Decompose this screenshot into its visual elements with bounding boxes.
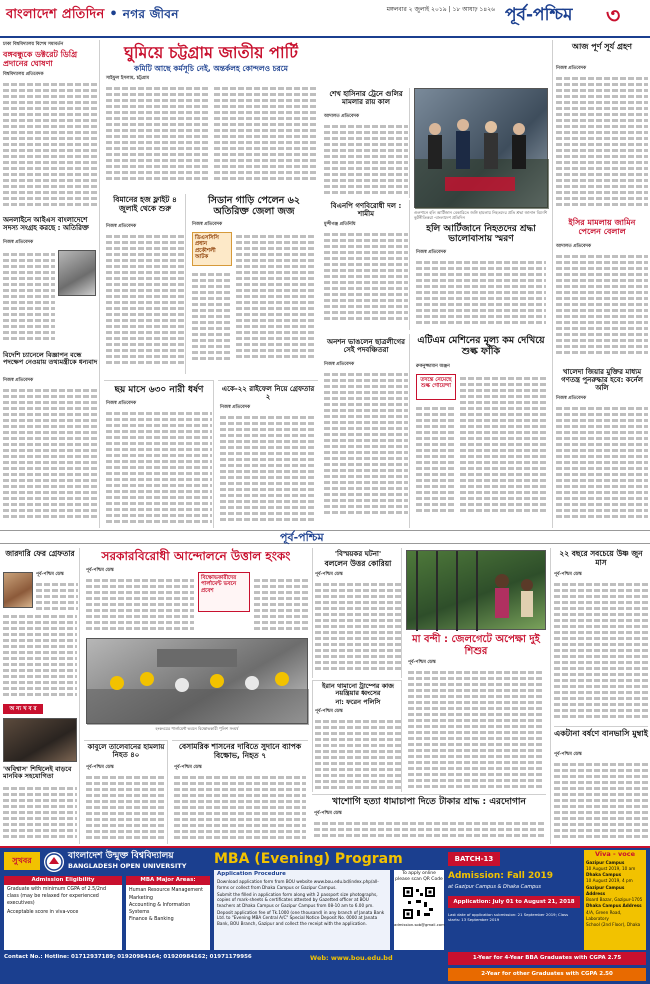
eligibility-item: Acceptable score in viva-voce [7,909,79,915]
ak22-story [218,380,318,528]
story-headline: হলি আর্টিজানে নিহতদের শ্রদ্ধা ভালোবাসায় স্মরণ [426,224,536,245]
majors-list [126,885,210,925]
hunger-strike-story [322,334,410,528]
mba-majors-box [126,876,210,950]
viva-line: Dhaka Campus Address [586,903,642,909]
story-headline: মা বন্দী : জেলগেটে অপেক্ষা দুই শিশুর [412,634,540,657]
story-body [314,819,544,843]
story-headline: এটিএম মেশিনের মূল্য কম দেখিয়ে শুল্ক ফাঁকি [417,335,545,357]
viva-line: 10 August 2019, 4 pm [586,878,633,884]
procedure-item: Deposit application fee of Tk.1000 (one thousand) in any branch of Janata Bank Ltd. to "Evening MBA Central A/C" Special Notice Deposit No. 0000 at Janata Bank, BOU Branch, Gazipur and collect the receipt with the application. [217,909,385,927]
qr-code-icon[interactable] [402,886,436,920]
story-byline: নিজস্ব প্রতিবেদক [220,405,251,410]
story-headline: বেসামরিক শাসনের দাবিতে সুদানে ব্যাপক বিক্ষোভ, নিহত ৭ [178,742,302,760]
story-body [460,374,546,526]
procedure-item: Download application form from BOU website www.bou.edu.bd/index.php/all-forms or collect from Dhaka Campus or Gazipur Campus. [217,879,379,891]
admission-title: Admission: Fall 2019 [448,871,554,881]
majors-title: MBA Major Areas: [126,876,210,885]
lead-story [104,40,318,190]
story-byline: আদালত প্রতিবেদক [324,114,360,119]
hong-kong-story [84,548,308,738]
story-headline: ইসির মামলায় জামিন পেলেন বেলাল [568,218,636,237]
admission-eligibility-box [4,876,122,950]
holey-artisan-photo [414,88,548,208]
lead-byline: সাইফুল ইসলাম, চট্টগ্রাম [106,76,150,81]
story-body [315,717,401,791]
eligibility-list [4,885,122,918]
story-byline: আদালত প্রতিবেদক [556,244,592,249]
story-headline: একটানা বর্ষণে বানভাসি মুম্বাই [554,726,648,738]
story-headline: অনলাইনে আইএস বাংলাদেশে সদস্য সংগ্রহ করছে : অতিরিক্ত [3,216,89,233]
story-headline: অনশন ভাঙলেন ছাত্রলীগের সেই পদবঞ্চিতরা [327,338,405,355]
story-body [416,404,456,526]
viva-details [584,859,646,929]
rape-story [104,380,214,528]
masthead-section: নগর জীবন [122,7,179,21]
story-body [556,404,648,524]
application-dates: Application: July 01 to August 21, 2018 [448,896,580,908]
left-column [0,40,100,528]
viva-line: 4/A, Green Road, Laboratory [586,909,622,921]
story-headline: বললেন উত্তর কোরিয়া [324,559,392,568]
story-byline: বিশ্ববিদ্যালয় প্রতিবেদক [3,72,44,77]
story-body [3,250,55,345]
story-byline: পূর্ব-পশ্চিম ডেস্ক [36,572,64,577]
children-photo [406,550,546,630]
story-byline: নিজস্ব প্রতিবেদক [556,66,587,71]
khashoggi-story [312,794,546,844]
story-byline: নিজস্ব প্রতিবেদক [192,222,223,227]
ad-website[interactable]: Web: www.bou.edu.bd [310,954,393,962]
ad-university-bn: বাংলাদেশ উন্মুক্ত বিশ্ববিদ্যালয় [68,851,174,861]
story-headline: বিদেশি চ্যানেলে বিজ্ঞাপন বন্ধে পদক্ষেপ নেওয়ায় তথ্যমন্ত্রীকে ধন্যবাদ [3,351,98,367]
story-headline: 'অবিশ্বাস' শিথিলেই বাড়বে মানবিক সহযোগিতা [3,765,72,781]
inset-headline: ডিএসসিসি প্রধান প্রকৌশলী আটক [195,235,219,260]
story-body [3,784,77,842]
bnp-story [322,200,410,330]
story-headline: সিডান গাড়ি পেলেন ৬২ অতিরিক্ত জেলা জজ [207,195,301,217]
inset-box [192,232,232,266]
story-body [556,74,648,210]
sheikh-story [322,88,410,198]
story-byline: রুকনুজ্জামান অঞ্জন [416,364,450,369]
iran-story [312,680,402,792]
story-byline: পূর্ব-পশ্চিম ডেস্ক [174,765,202,770]
major-item: Finance & Banking [129,917,174,923]
procedure-item: Submit the filled in application form along with 2 passport size photographs, copies of mark-sheets & certificates attested by Gazetted officer at BOU teachers at Dhaka Campus or Gazipur Campus from 08-10 am to 6.00 pm. [217,891,378,909]
procedure-title: Application Procedure [217,871,286,877]
section-band-title: পূর্ব-পশ্চিম [280,531,324,544]
right-column [552,40,650,528]
story-body [86,773,166,843]
ad-banner-tag: সুখবর [4,852,40,870]
story-byline: নিজস্ব প্রতিবেদক [556,396,587,401]
story-byline: পূর্ব-পশ্চিম ডেস্ক [315,709,343,714]
procedure-list [214,879,390,926]
story-subheadline: না: ফরেন পলিসি [335,698,381,706]
crowd-figures-illustration [415,89,549,209]
protest-photo [86,638,308,724]
major-item: Accounting & Information Systems [129,902,191,915]
bou-logo-icon [44,852,64,872]
story-byline: নিজস্ব প্রতিবেদক [106,401,137,406]
story-headline: একে-২২ রাইফেল নিয়ে গ্রেফতার ২ [221,385,315,402]
lead-headline: ঘুমিয়ে চট্টগ্রাম জাতীয় পার্টি [124,43,298,62]
inset-headline: বিক্ষোভকারীদের পার্লামেন্ট ভবনে প্রবেশ [201,575,237,594]
masthead: বাংলাদেশ প্রতিদিন • নগর জীবন [6,7,179,22]
eligibility-title: Admission Eligibility [4,876,122,885]
sudan-story [172,740,308,844]
story-byline: পূর্ব-পশ্চিম ডেস্ক [314,811,342,816]
story-body [254,576,308,632]
story-headline: বঙ্গবন্ধুকে ডক্টরেট ডিগ্রি প্রদানের ঘোষণা [3,50,78,69]
atm-story [414,334,548,528]
photo-caption: গুলশানে হলি আর্টিজান বেকারিতে জঙ্গি হামলায় নিহতদের প্রতি শ্রদ্ধা জানান বিদেশি কূটনীতিকরা -বাংলাদেশ প্রতিদিন [414,210,548,221]
children-at-gate-illustration [407,551,547,631]
lead-subheadline: কমিটি আছে কর্মসূচি নেই, অন্তর্কলহ কোন্দলও চরমে [134,64,288,73]
issue-date: মঙ্গলবার ২ জুলাই ২০১৯ | ১৮ আষাঢ় ১৪২৬ [386,6,495,13]
viva-line: Gazipur Campus Address [586,885,625,897]
portrait-photo [3,572,33,608]
ad-program-title: MBA (Evening) Program [214,851,403,867]
kabul-story [84,740,168,844]
photo-caption: হংকংয়ের পার্লামেন্ট ভবনে বিক্ষোভকারী পুলিশ সংঘর্ষ [155,726,239,731]
story-headline: জারদারি ফের গ্রেফতার [5,549,75,558]
story-body [554,580,648,722]
story-headline: বিমানের হজ ফ্লাইট ৪ জুলাই থেকে শুরু [113,195,177,213]
story-body [324,370,408,526]
story-headline: খালেদা জিয়ার মুক্তির মাধ্যম গণতন্ত্র পুনরুদ্ধার হবে: কর্নেল অলি [561,368,643,393]
application-procedure-box [214,870,390,950]
bou-advertisement [0,846,650,984]
story-body [416,258,546,328]
story-headline: আজ পূর্ণ সূর্য গ্রহণ [571,42,633,51]
story-byline: পূর্ব-পশ্চিম ডেস্ক [86,765,114,770]
story-body [86,576,194,632]
hajj-story [104,194,186,374]
story-body [174,773,306,843]
story-headline: সরকারবিরোধী আন্দোলনে উত্তাল হংকং [101,549,291,563]
protest-crowd-illustration [87,639,309,725]
viva-line: 10 August 2019, 10 am [586,865,636,871]
story-headline: ইরান থামানো ট্রাম্পের কাজ নয়ন্ত্রিয়ার ধ্বংসের [322,682,394,698]
story-body [192,270,232,368]
eligibility-item: Graduate with minimum CGPA of 2.5/2nd class (may be relaxed for experienced executives) [7,887,106,906]
lead-body-col2 [214,84,318,188]
cgpa-offer-2: 2-Year for other Graduates with CGPA 2.50 [448,968,646,981]
story-body [3,612,77,700]
news-photo [3,718,77,762]
masthead-title: বাংলাদেশ প্রতিদিন [6,7,105,22]
story-headline: খাশোগি হত্যা ধামাচাপা দিতে টাকার শ্রাদ্ধ : এরদোগান [332,797,526,807]
story-body [106,409,212,527]
inset-box [198,572,250,612]
story-byline: নিজস্ব প্রতিবেদক [3,240,34,245]
story-byline: পূর্ব-পশ্চিম ডেস্ক [554,752,582,757]
story-byline: নিজস্ব প্রতিবেদক [106,224,137,229]
other-news-tag: অ ন্য খ ব র [3,704,43,714]
viva-line: Board Bazar, Gazipur-1705 [586,897,643,903]
submission-dates: Last date of application submission: 21 September 2019; Class starts: 13 September 2019 [448,912,569,923]
story-body [315,580,401,676]
story-kicker: 'বিস্ময়কর ঘটনা' [334,550,382,558]
story-body [324,122,408,196]
inset-box [416,374,456,400]
story-headline: ২২ বছরে সবচেয়ে উষ্ণ জুন মাস [559,549,643,567]
viva-line: Dhaka Campus [586,871,622,877]
ad-university-en: BANGLADESH OPEN UNIVERSITY [68,862,187,870]
viva-voce-box [584,850,646,950]
story-byline: নিজস্ব প্রতিবেদক [324,362,355,367]
story-headline: ছয় মাসে ৬৩০ নারী ধর্ষণ [114,385,204,395]
story-body [3,80,98,210]
section-band [0,530,650,544]
viva-line: Gazipur Campus [586,859,625,865]
batch-badge: BATCH-13 [448,852,500,866]
major-item: Marketing [129,895,153,901]
story-body [554,760,648,842]
ad-email: admission.sob@gmail.com [394,922,445,928]
sidan-story [190,194,318,374]
admission-campus: at Gazipur Campus & Dhaka Campus [448,884,542,890]
story-body [36,580,78,610]
story-body [556,252,648,362]
holey-artisan-story [414,222,548,330]
portrait-photo [58,250,96,296]
story-body [236,232,316,368]
viva-title: Viva - voce [595,850,635,858]
story-byline: পূর্ব-পশ্চিম ডেস্ক [86,568,114,573]
story-kicker: ঢাকা বিশ্ববিদ্যালয় বিশেষ সমাবর্তন [3,42,64,47]
north-korea-story [312,548,402,678]
cgpa-offer-1: 1-Year for 4-Year BBA Graduates with CGPA 2.75 [448,952,646,965]
bottom-left-column [0,548,80,844]
page-header [0,0,650,38]
lead-body-col1 [106,84,210,188]
story-body [220,413,316,527]
bottom-right-column [550,548,650,844]
story-byline: নিজস্ব প্রতিবেদক [3,378,34,383]
major-item: Human Resource Management [129,888,203,894]
inset-headline: তদন্তে নেমেছে শুল্ক গোয়েন্দা [420,377,452,390]
jail-story [406,548,546,792]
story-body [324,230,408,326]
viva-line: School (2nd Floor), Dhaka [586,921,641,927]
story-byline: মুন্সীগঞ্জ প্রতিনিধি [324,222,356,227]
page-section-title: পূর্ব-পশ্চিম [505,5,573,25]
story-byline: নিজস্ব প্রতিবেদক [416,250,447,255]
page-number: ৩ [606,4,621,29]
story-headline: বিএনপি গণবিরোধী দল : শামীম [330,202,402,219]
story-byline: পূর্ব-পশ্চিম ডেস্ক [315,572,343,577]
story-headline: শেখ হাসিনার ট্রেনে গুলির মামলার রায় কাল [329,90,403,107]
qr-instruction: To apply online please scan QR Code [395,871,443,883]
ad-contact: Contact No.: Hotline: 01712937189; 01920984164; 01920984162; 01971179956 [4,954,252,960]
qr-box [394,870,444,950]
story-headline: কাবুলে তালেবানের হামলায় নিহত ৪০ [87,743,165,760]
story-body [408,668,544,790]
story-body [3,386,98,524]
story-byline: পূর্ব-পশ্চিম ডেস্ক [408,660,436,665]
story-body [106,232,184,372]
story-byline: পূর্ব-পশ্চিম ডেস্ক [554,572,582,577]
